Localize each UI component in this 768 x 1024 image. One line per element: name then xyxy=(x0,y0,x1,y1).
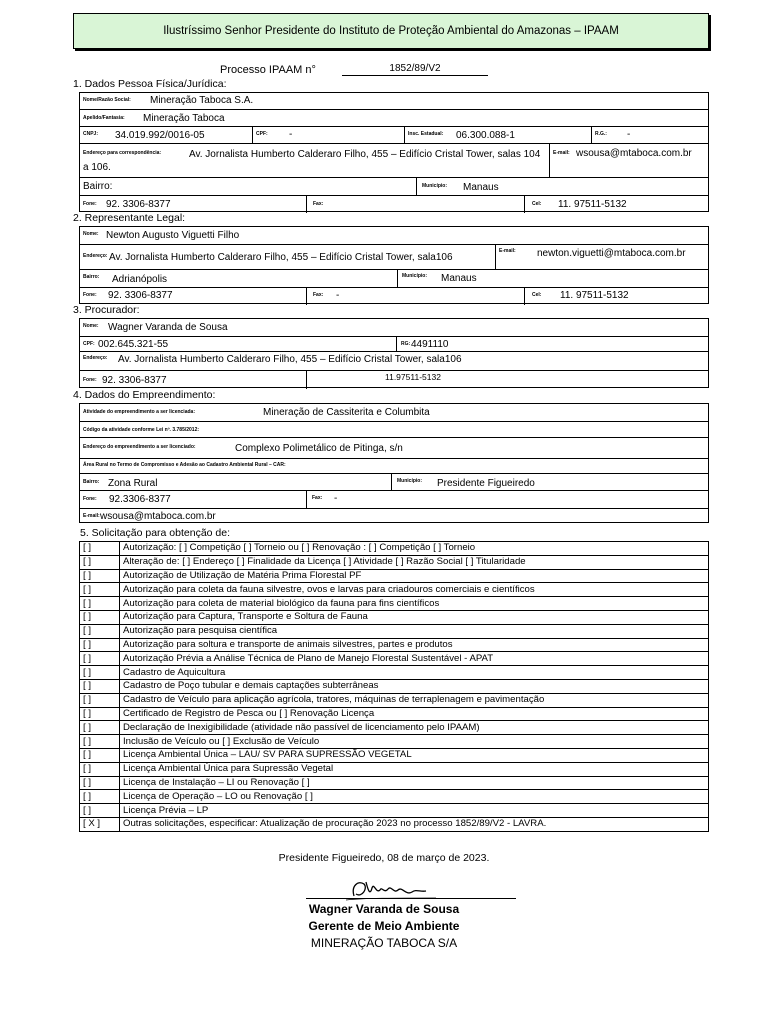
emp-municipio-field[interactable]: Presidente Figueiredo xyxy=(437,478,535,489)
solicitacao-text: Licença Ambiental Única para Supressão Vegetal xyxy=(120,762,709,776)
rep-cel-label: Cel: xyxy=(532,292,542,298)
proc-nome-label: Nome: xyxy=(83,323,99,329)
solicitacao-checkbox[interactable]: [ ] xyxy=(80,804,120,818)
solicitacao-row xyxy=(80,610,709,624)
solicitacao-row xyxy=(80,804,709,818)
solicitacao-checkbox[interactable]: [ ] xyxy=(80,597,120,611)
solicitacao-checkbox[interactable]: [ ] xyxy=(80,762,120,776)
cpf-label: CPF: xyxy=(256,131,268,137)
section-1-title: 1. Dados Pessoa Física/Jurídica: xyxy=(73,78,227,90)
cnpj-label: CNPJ: xyxy=(83,131,99,137)
proc-rg-cell xyxy=(396,337,708,352)
rep-cel-cell xyxy=(524,288,708,305)
s3-row-endereco xyxy=(80,351,708,371)
solicitacao-text: Autorização para coleta da fauna silvestre, ovos e larvas para criadouros comerciais e científicos xyxy=(120,583,709,597)
section-2-title: 2. Representante Legal: xyxy=(73,212,186,224)
rg-field[interactable]: - xyxy=(627,129,631,140)
solicitacao-text: Autorização: [ ] Competição [ ] Torneio ou [ ] Renovação : [ ] Competição [ ] Torneio xyxy=(120,542,709,556)
rep-endereco-field[interactable]: Av. Jornalista Humberto Calderaro Filho, 455 – Edifício Cristal Tower, sala106 xyxy=(109,252,453,263)
solicitacao-checkbox[interactable]: [ ] xyxy=(80,790,120,804)
solicitacao-checkbox[interactable]: [ ] xyxy=(80,569,120,583)
proc-fone-label: Fone: xyxy=(83,377,97,383)
section-4-box xyxy=(79,403,709,523)
rep-email-field[interactable]: newton.viguetti@mtaboca.com.br xyxy=(537,248,686,259)
solicitacao-text: Alteração de: [ ] Endereço [ ] Finalidade da Licença [ ] Atividade [ ] Razão Social [ ] Titularidade xyxy=(120,555,709,569)
solicitacao-checkbox[interactable]: [ ] xyxy=(80,735,120,749)
fax-label: Fax: xyxy=(313,201,324,207)
cel-field[interactable]: 11. 97511-5132 xyxy=(558,199,627,210)
solicitacao-text: Autorização para coleta de material biológico da fauna para fins científicos xyxy=(120,597,709,611)
emp-fax-label: Fax: xyxy=(312,495,323,501)
solicitacao-checkbox[interactable]: [ ] xyxy=(80,776,120,790)
rep-municipio-cell xyxy=(397,270,708,288)
solicitacao-checkbox[interactable]: [ ] xyxy=(80,583,120,597)
solicitacao-checkbox[interactable]: [ ] xyxy=(80,610,120,624)
solicitacao-row xyxy=(80,652,709,666)
emp-fax-field[interactable]: - xyxy=(334,493,338,504)
emp-fone-label: Fone: xyxy=(83,496,97,502)
s1-row-endereco xyxy=(80,143,708,178)
solicitacao-row xyxy=(80,721,709,735)
solicitacao-text: Declaração de Inexigibilidade (atividade não passível de licenciamento pelo IPAAM) xyxy=(120,721,709,735)
solicitacao-checkbox[interactable]: [ ] xyxy=(80,721,120,735)
solicitacao-row xyxy=(80,583,709,597)
solicitacao-text: Licença Ambiental Única – LAU/ SV PARA SUPRESSÃO VEGETAL xyxy=(120,748,709,762)
rep-endereco-label: Endereço: xyxy=(83,253,108,259)
section-3-title: 3. Procurador: xyxy=(73,304,140,316)
proc-endereco-label: Endereço: xyxy=(83,355,108,361)
solicitacao-row xyxy=(80,624,709,638)
bairro-label: Bairro: xyxy=(83,181,113,192)
emp-fax-cell xyxy=(306,491,708,509)
solicitacao-row xyxy=(80,748,709,762)
s4-row-contato xyxy=(80,490,708,509)
ie-cell xyxy=(404,127,587,144)
endereco-field[interactable]: Av. Jornalista Humberto Calderaro Filho, 455 – Edifício Cristal Tower, salas 104 a 106. xyxy=(83,149,541,173)
solicitacao-text: Autorização Prévia a Análise Técnica de Plano de Manejo Florestal Sustentável - APAT xyxy=(120,652,709,666)
municipio-cell xyxy=(416,178,708,196)
municipio-field[interactable]: Manaus xyxy=(463,182,499,193)
form-header xyxy=(73,13,709,49)
atividade-label: Atividade do empreendimento a ser licenciada: xyxy=(83,409,195,415)
solicitacao-checkbox[interactable]: [ ] xyxy=(80,638,120,652)
emp-email-label: E-mail: xyxy=(83,513,100,519)
solicitacao-text: Licença Prévia – LP xyxy=(120,804,709,818)
proc-rg-field[interactable]: 4491110 xyxy=(411,339,449,350)
rep-fone-field[interactable]: 92. 3306-8377 xyxy=(108,290,173,301)
insc-estadual-field[interactable]: 06.300.088-1 xyxy=(456,130,515,141)
solicitacao-row xyxy=(80,693,709,707)
email-field[interactable]: wsousa@mtaboca.com.br xyxy=(576,148,692,159)
emp-bairro-field[interactable]: Zona Rural xyxy=(108,478,158,489)
processo-label: Processo IPAAM n° xyxy=(220,64,316,76)
solicitacao-checkbox[interactable]: [ ] xyxy=(80,693,120,707)
solicitacao-row xyxy=(80,555,709,569)
nome-label: Nome/Razão Social: xyxy=(83,97,131,103)
solicitacao-text: Autorização de Utilização de Matéria Prima Florestal PF xyxy=(120,569,709,583)
municipio-label: Município: xyxy=(422,183,447,189)
rep-bairro-field[interactable]: Adrianópolis xyxy=(112,274,168,285)
cel-cell xyxy=(524,196,708,213)
emp-fone-field[interactable]: 92.3306-8377 xyxy=(109,494,171,505)
solicitacao-table xyxy=(79,541,709,832)
signer-role: Gerente de Meio Ambiente xyxy=(308,919,460,933)
rep-nome-label: Nome: xyxy=(83,231,99,237)
s4-row-codigo xyxy=(80,421,708,438)
atividade-field[interactable]: Mineração de Cassiterita e Columbita xyxy=(263,407,430,418)
section-2-box xyxy=(79,226,709,304)
rep-fax-cell xyxy=(306,288,525,305)
s4-row-email xyxy=(80,508,708,524)
cnpj-field[interactable]: 34.019.992/0016-05 xyxy=(115,130,205,141)
solicitacao-row xyxy=(80,735,709,749)
cpf-cell xyxy=(252,127,398,144)
s2-row-endereco xyxy=(80,244,708,270)
fone-label: Fone: xyxy=(83,201,97,207)
signature-line xyxy=(306,898,516,899)
s2-row-bairro xyxy=(80,269,708,288)
s1-row-contato xyxy=(80,195,708,213)
s4-row-area xyxy=(80,458,708,474)
rep-municipio-field[interactable]: Manaus xyxy=(441,273,477,284)
s1-row-apelido xyxy=(80,109,708,127)
solicitacao-row xyxy=(80,776,709,790)
s1-row-bairro xyxy=(80,177,708,196)
solicitacao-row xyxy=(80,542,709,556)
rep-cel-field[interactable]: 11. 97511-5132 xyxy=(560,290,629,301)
solicitacao-row xyxy=(80,817,709,831)
solicitacao-checkbox[interactable]: [ ] xyxy=(80,748,120,762)
email-cell xyxy=(549,144,708,178)
apelido-field[interactable]: Mineração Taboca xyxy=(143,113,225,124)
rep-email-label: E-mail: xyxy=(499,248,516,254)
solicitacao-text: Autorização para pesquisa científica xyxy=(120,624,709,638)
s2-row-contato xyxy=(80,287,708,305)
proc-rg-label: RG: xyxy=(401,341,411,347)
solicitacao-row xyxy=(80,790,709,804)
solicitacao-text: Certificado de Registro de Pesca ou [ ] Renovação Licença xyxy=(120,707,709,721)
rep-bairro-label: Bairro: xyxy=(83,274,100,280)
proc-endereco-field[interactable]: Av. Jornalista Humberto Calderaro Filho, 455 – Edifício Cristal Tower, sala106 xyxy=(118,354,462,365)
signer-name: Wagner Varanda de Sousa xyxy=(308,902,460,916)
rg-cell xyxy=(591,127,708,144)
solicitacao-text: Licença de Instalação – LI ou Renovação [ ] xyxy=(120,776,709,790)
solicitacao-row xyxy=(80,597,709,611)
section-3-box xyxy=(79,318,709,388)
s2-row-nome xyxy=(80,227,708,244)
fax-cell xyxy=(306,196,525,213)
solicitacao-row xyxy=(80,762,709,776)
cel-label: Cel: xyxy=(532,201,542,207)
solicitacao-checkbox[interactable]: [ ] xyxy=(80,542,120,556)
rep-nome-field[interactable]: Newton Augusto Viguetti Filho xyxy=(106,230,240,241)
solicitacao-text: Autorização para Captura, Transporte e Soltura de Fauna xyxy=(120,610,709,624)
solicitacao-row xyxy=(80,666,709,680)
ie-label: Insc. Estadual: xyxy=(408,131,444,137)
codigo-label: Código da atividade conforme Lei nº. 3.785/2012: xyxy=(83,427,200,433)
section-5-title: 5. Solicitação para obtenção de: xyxy=(80,527,231,539)
fone-field[interactable]: 92. 3306-8377 xyxy=(106,199,171,210)
solicitacao-row xyxy=(80,679,709,693)
solicitacao-text: Cadastro de Veículo para aplicação agrícola, tratores, máquinas de terraplenagem e pavimentação xyxy=(120,693,709,707)
s1-row-nome xyxy=(80,93,708,109)
rep-municipio-label: Município: xyxy=(402,273,427,279)
proc-cpf-label: CPF: xyxy=(83,341,95,347)
solicitacao-checkbox[interactable]: [ ] xyxy=(80,679,120,693)
emp-municipio-cell xyxy=(391,474,708,491)
emp-email-field[interactable]: wsousa@mtaboca.com.br xyxy=(100,511,216,522)
solicitacao-row xyxy=(80,569,709,583)
cpf-field[interactable]: - xyxy=(289,129,293,140)
s3-row-nome xyxy=(80,319,708,336)
processo-number[interactable]: 1852/89/V2 xyxy=(342,63,488,76)
form-title: Ilustríssimo Senhor Presidente do Instituto de Proteção Ambiental do Amazonas – IPAAM xyxy=(163,25,619,37)
solicitacao-checkbox[interactable]: [ ] xyxy=(80,624,120,638)
proc-cel-cell xyxy=(306,371,708,389)
solicitacao-text: Autorização para soltura e transporte de animais silvestres, partes e produtos xyxy=(120,638,709,652)
solicitacao-text: Cadastro de Poço tubular e demais captações subterrâneas xyxy=(120,679,709,693)
place-date: Presidente Figueiredo, 08 de março de 2023. xyxy=(278,852,490,864)
proc-cel-field[interactable]: 11.97511-5132 xyxy=(385,372,441,382)
endereco-label: Endereço para correspondência: xyxy=(83,150,162,156)
solicitacao-text: Inclusão de Veículo ou [ ] Exclusão de Veículo xyxy=(120,735,709,749)
razao-social-field[interactable]: Mineração Taboca S.A. xyxy=(150,95,254,106)
section-1-box xyxy=(79,92,709,212)
rep-fax-label: Fax: xyxy=(313,292,324,298)
proc-nome-field[interactable]: Wagner Varanda de Sousa xyxy=(108,322,228,333)
solicitacao-checkbox[interactable]: [ ] xyxy=(80,707,120,721)
solicitacao-text: Outras solicitações, especificar: Atualização de procuração 2023 no processo 1852/89/V2 - LAVRA. xyxy=(120,817,709,831)
signer-company: MINERAÇÃO TABOCA S/A xyxy=(310,936,458,950)
proc-fone-field[interactable]: 92. 3306-8377 xyxy=(102,375,167,386)
solicitacao-text: Licença de Operação – LO ou Renovação [ ] xyxy=(120,790,709,804)
apelido-label: Apelido/Fantasia: xyxy=(83,115,125,121)
s4-row-endereco xyxy=(80,437,708,459)
solicitacao-checkbox[interactable]: [ ] xyxy=(80,652,120,666)
emp-municipio-label: Município: xyxy=(397,478,422,484)
solicitacao-checkbox[interactable]: [ X ] xyxy=(80,817,120,831)
solicitacao-checkbox[interactable]: [ ] xyxy=(80,555,120,569)
s1-row-docs xyxy=(80,126,708,144)
signature xyxy=(316,874,446,904)
rep-fone-label: Fone: xyxy=(83,292,97,298)
solicitacao-checkbox[interactable]: [ ] xyxy=(80,666,120,680)
section-4-title: 4. Dados do Empreendimento: xyxy=(73,389,216,401)
solicitacao-text: Cadastro de Aquicultura xyxy=(120,666,709,680)
rep-fax-field[interactable]: - xyxy=(336,290,340,301)
s3-row-docs xyxy=(80,336,708,352)
s4-row-atividade xyxy=(80,404,708,421)
emp-bairro-label: Bairro: xyxy=(83,479,100,485)
proc-cpf-field[interactable]: 002.645.321-55 xyxy=(98,339,169,350)
area-rural-label: Área Rural no Termo de Compromisso e Adesão ao Cadastro Ambiental Rural – CAR: xyxy=(83,462,286,468)
rep-email-cell xyxy=(495,245,708,270)
emp-endereco-field[interactable]: Complexo Polimetálico de Pitinga, s/n xyxy=(235,443,403,454)
solicitacao-row xyxy=(80,707,709,721)
email-label: E-mail: xyxy=(553,150,570,156)
s3-row-contato xyxy=(80,370,708,389)
emp-endereco-label: Endereço do empreendimento a ser licenciado: xyxy=(83,444,196,450)
rg-label: R.G.: xyxy=(595,131,607,137)
solicitacao-row xyxy=(80,638,709,652)
s4-row-bairro xyxy=(80,473,708,491)
